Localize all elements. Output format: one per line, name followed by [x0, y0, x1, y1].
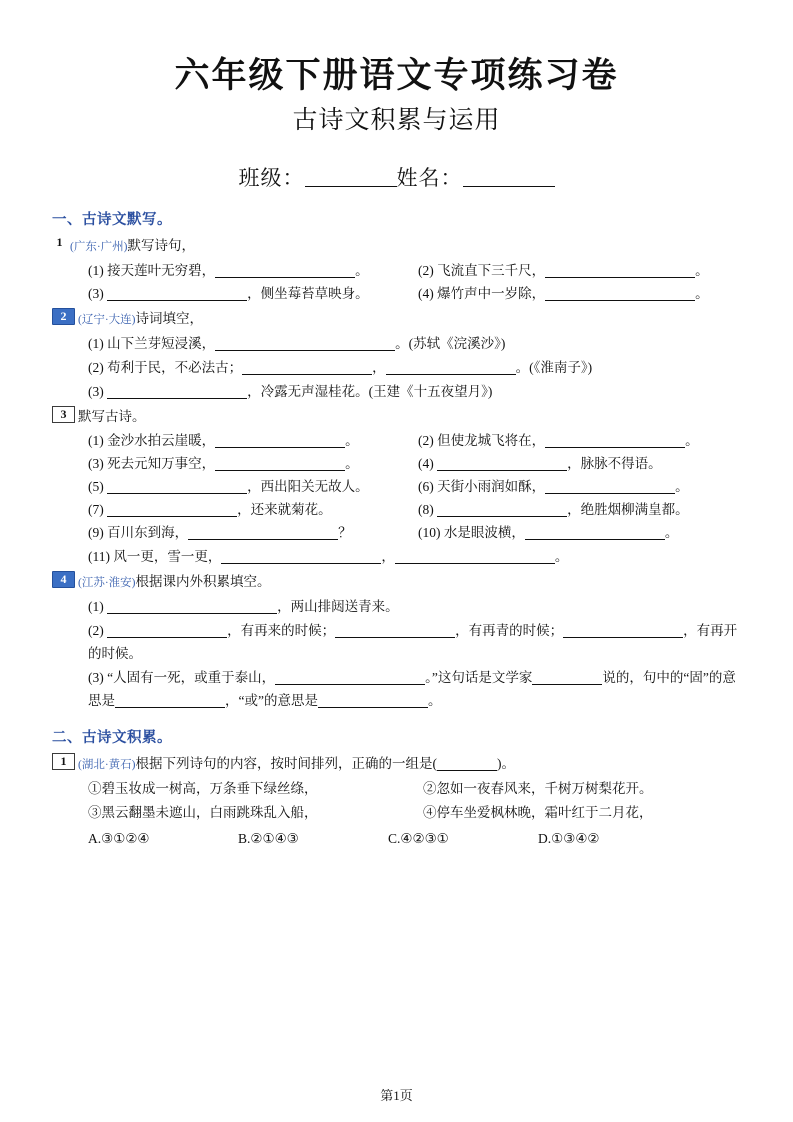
item-mid: ，	[372, 360, 386, 375]
item-label: (1) 金沙水拍云崖暖，	[88, 433, 216, 448]
item-mid-1: ，有再来的时候；	[227, 623, 336, 638]
question-2-1	[52, 753, 741, 776]
answer-blank[interactable]	[545, 432, 685, 448]
item-end: ，绝胜烟柳满皇都。	[567, 502, 689, 517]
name-label: 姓名：	[396, 166, 463, 190]
section-1-heading: 一、古诗文默写。	[52, 212, 172, 228]
answer-blank[interactable]	[242, 359, 372, 375]
answer-blank[interactable]	[215, 262, 355, 278]
q2-1-poem-row-1	[52, 777, 741, 801]
answer-blank[interactable]	[545, 285, 695, 301]
q1-4-item-3	[52, 666, 741, 712]
question-text: 默写诗句，	[127, 238, 195, 253]
item-end: 。	[664, 525, 679, 540]
answer-blank[interactable]	[107, 285, 247, 301]
q1-3-row-4	[52, 498, 741, 521]
answer-blank[interactable]	[275, 669, 425, 685]
q1-1-row-2	[52, 282, 741, 305]
answer-blank[interactable]	[188, 524, 338, 540]
item-label: (9) 百川东到海，	[88, 525, 189, 540]
item-label: (2)	[88, 623, 108, 638]
answer-blank[interactable]	[221, 548, 381, 564]
item-end: 。	[685, 433, 699, 448]
question-text: 诗词填空，	[135, 311, 203, 326]
item-end: ，有再开的时候。	[88, 623, 738, 661]
answer-blank[interactable]	[335, 622, 455, 638]
option-c[interactable]: C.④②③①	[388, 831, 449, 846]
item-label: (4)	[418, 456, 438, 471]
q1-2-item-2	[52, 356, 741, 379]
question-text-end: )。	[497, 756, 515, 771]
item-mid-3: ，“或”的意思是	[225, 693, 318, 708]
item-label: (1) 山下兰芽短浸溪，	[88, 336, 216, 351]
q1-item-2-end: 。	[695, 263, 709, 278]
question-text: 根据下列诗句的内容，按时间排列，正确的一组是(	[135, 756, 437, 771]
answer-blank[interactable]	[107, 622, 227, 638]
item-end: ，西出阳关无故人。	[247, 479, 369, 494]
question-1-4	[52, 571, 741, 594]
answer-blank[interactable]	[107, 478, 247, 494]
item-label: (6) 天街小雨润如酥，	[418, 479, 546, 494]
question-text: 根据课内外积累填空。	[135, 574, 271, 589]
item-end: ，还来就菊花。	[237, 502, 332, 517]
name-blank[interactable]	[463, 186, 555, 187]
answer-blank[interactable]	[215, 455, 345, 471]
q1-3-row-6	[52, 545, 741, 568]
question-province: (湖北·黄石)	[78, 759, 136, 771]
item-mid-2: ，有再青的时候；	[455, 623, 564, 638]
item-end: 。(《淮南子》)	[515, 360, 593, 375]
item-end: 。	[345, 433, 359, 448]
option-b[interactable]: B.②①④③	[238, 831, 299, 846]
answer-blank[interactable]	[107, 383, 247, 399]
item-end: ，两山排闼送青来。	[277, 599, 399, 614]
answer-blank[interactable]	[545, 262, 695, 278]
question-number: 4	[52, 571, 75, 588]
answer-blank[interactable]	[525, 524, 665, 540]
q1-4-item-2	[52, 619, 741, 665]
item-label: (7)	[88, 502, 108, 517]
answer-blank[interactable]	[215, 432, 345, 448]
page-footer: 第1页	[380, 1088, 413, 1103]
answer-blank[interactable]	[386, 359, 516, 375]
question-text: 默写古诗。	[78, 409, 146, 424]
q1-3-row-3	[52, 475, 741, 498]
item-label: (2) 苟利于民，不必法古；	[88, 360, 243, 375]
q1-item-3-label: (3)	[88, 286, 108, 301]
answer-blank[interactable]	[437, 755, 497, 771]
student-info-line	[52, 162, 741, 192]
item-label: (11) 风一更，雪一更，	[88, 549, 222, 564]
answer-blank[interactable]	[437, 501, 567, 517]
q1-item-1-label: (1) 接天莲叶无穷碧，	[88, 263, 216, 278]
item-mid: ，	[381, 549, 395, 564]
item-end: 。	[675, 479, 689, 494]
answer-blank[interactable]	[107, 598, 277, 614]
q1-4-item-1	[52, 595, 741, 618]
question-province: (辽宁·大连)	[78, 314, 136, 326]
item-label: (2) 但使龙城飞将在，	[418, 433, 546, 448]
q1-item-3-end: ，侧坐莓苔草映身。	[247, 286, 369, 301]
item-label: (5)	[88, 479, 108, 494]
item-end: 。	[427, 693, 442, 708]
q1-item-4-end: 。	[695, 286, 709, 301]
item-end: ，冷露无声湿桂花。(王建《十五夜望月》)	[247, 384, 493, 399]
answer-blank[interactable]	[563, 622, 683, 638]
item-label: (8)	[418, 502, 438, 517]
poem-line: ②忽如一夜春风来，千树万树梨花开。	[423, 781, 653, 796]
question-1-1	[52, 235, 741, 258]
option-d[interactable]: D.①③④②	[538, 831, 600, 846]
answer-blank[interactable]	[532, 669, 602, 685]
item-label: (1)	[88, 599, 108, 614]
item-end: 。(苏轼《浣溪沙》)	[395, 336, 506, 351]
answer-blank[interactable]	[395, 548, 555, 564]
question-1-2	[52, 308, 741, 331]
item-mid-2: 说的，句中的“固”的意思是	[88, 670, 736, 708]
item-label: (3)	[88, 384, 108, 399]
answer-blank[interactable]	[115, 692, 225, 708]
answer-blank[interactable]	[215, 335, 395, 351]
q1-item-1-end: 。	[355, 263, 369, 278]
class-label: 班级：	[238, 166, 305, 190]
question-number: 1	[52, 753, 75, 770]
question-province: (广东·广州)	[70, 241, 128, 253]
q1-item-4-label: (4) 爆竹声中一岁除，	[418, 286, 546, 301]
section-2-heading: 二、古诗文积累。	[52, 730, 172, 746]
question-number: 2	[52, 308, 75, 325]
q1-1-row-1	[52, 259, 741, 282]
item-end: 。	[345, 456, 359, 471]
item-mid-1: 。”这句话是文学家	[425, 670, 533, 685]
answer-blank[interactable]	[437, 455, 567, 471]
question-province: (江苏·淮安)	[78, 577, 136, 589]
q1-item-2-label: (2) 飞流直下三千尺，	[418, 263, 546, 278]
class-blank[interactable]	[305, 186, 397, 187]
poem-line: ③黑云翻墨未遮山，白雨跳珠乱入船，	[88, 805, 318, 820]
answer-blank[interactable]	[545, 478, 675, 494]
page-subtitle: 古诗文积累与运用	[292, 105, 501, 134]
page-title: 六年级下册语文专项练习卷	[174, 55, 619, 96]
q1-3-row-1	[52, 429, 741, 452]
answer-blank[interactable]	[318, 692, 428, 708]
item-label: (3) “人固有一死，或重于泰山，	[88, 670, 276, 685]
q1-2-item-1	[52, 332, 741, 355]
question-1-3	[52, 406, 741, 428]
question-number: 1	[56, 235, 63, 249]
item-label: (10) 水是眼波横，	[418, 525, 525, 540]
q2-1-options	[52, 827, 741, 851]
option-a[interactable]: A.③①②④	[88, 831, 150, 846]
question-number: 3	[52, 406, 75, 423]
item-end: ？	[338, 525, 352, 540]
item-end: ，脉脉不得语。	[567, 456, 662, 471]
poem-line: ④停车坐爱枫林晚，霜叶红于二月花，	[423, 805, 653, 820]
q1-3-row-5	[52, 521, 741, 544]
answer-blank[interactable]	[107, 501, 237, 517]
poem-line: ①碧玉妆成一树高，万条垂下绿丝绦，	[88, 781, 318, 796]
item-end: 。	[554, 549, 569, 564]
q1-3-row-2	[52, 452, 741, 475]
q2-1-poem-row-2	[52, 801, 741, 825]
item-label: (3) 死去元知万事空，	[88, 456, 216, 471]
q1-2-item-3	[52, 380, 741, 403]
